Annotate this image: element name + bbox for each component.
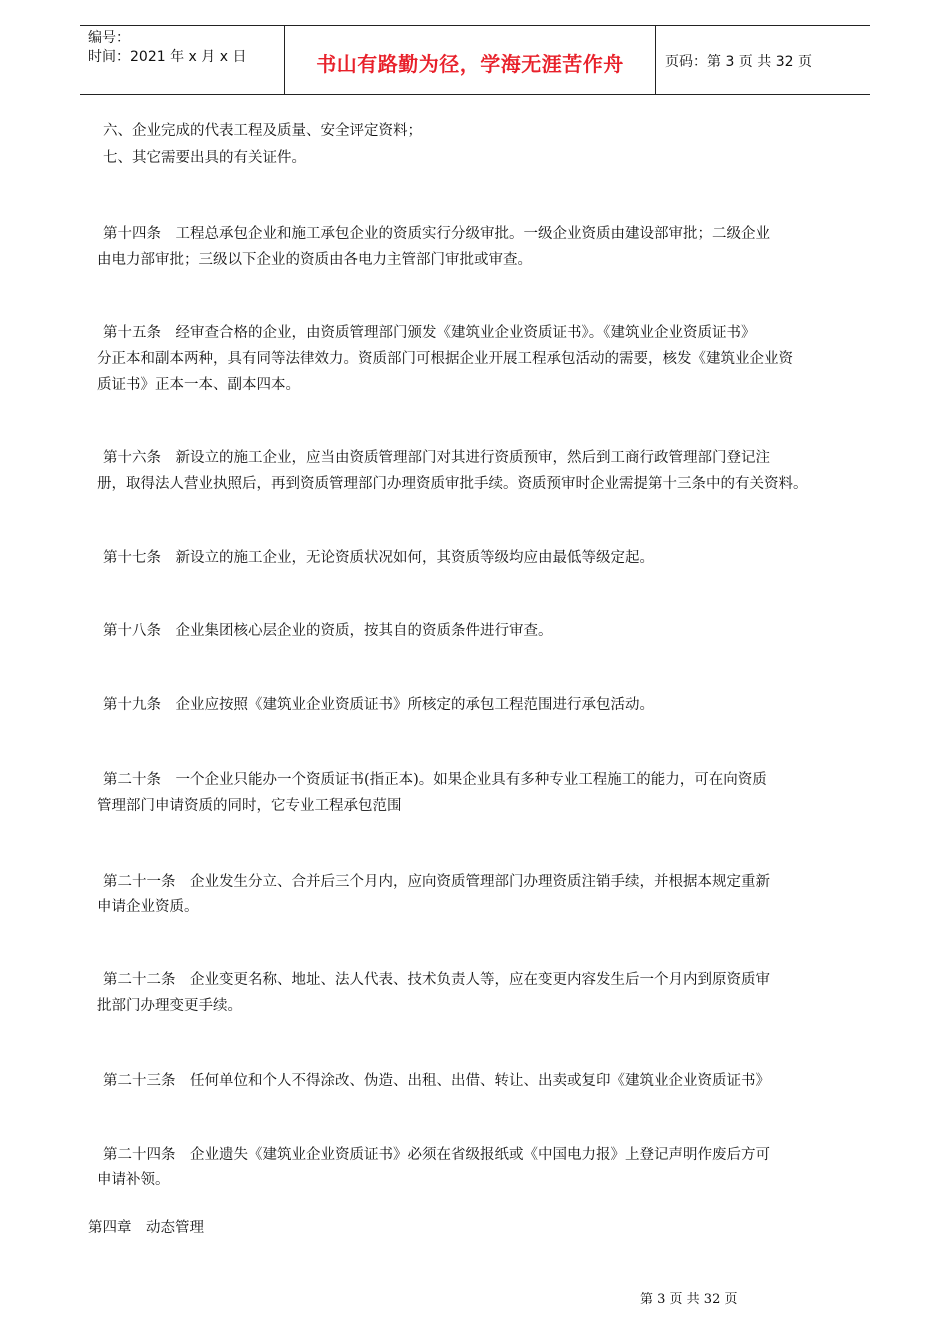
document-date-label: 时间：2021 年 x 月 x 日	[88, 49, 247, 65]
article-23: 第二十三条 任何单位和个人不得涂改、伪造、出租、出借、转让、出卖或复印《建筑业企业资质证书》	[103, 1073, 770, 1089]
list-item-6: 六、企业完成的代表工程及质量、安全评定资料；	[103, 123, 422, 139]
article-24-line-2: 申请补领。	[97, 1172, 170, 1188]
header-motto-cell	[284, 26, 656, 94]
list-item-7: 七、其它需要出具的有关证件。	[103, 150, 306, 166]
article-16-line-2: 册，取得法人营业执照后，再到资质管理部门办理资质审批手续。资质预审时企业需提第十三条中的有关资料。	[97, 476, 808, 492]
article-14-line-2: 由电力部审批；三级以下企业的资质由各电力主管部门审批或审查。	[97, 252, 532, 268]
page-header	[80, 25, 870, 95]
article-15-line-2: 分正本和副本两种，具有同等法律效力。资质部门可根据企业开展工程承包活动的需要，核发《建筑业企业资	[97, 351, 793, 367]
article-24-line-1: 第二十四条 企业遗失《建筑业企业资质证书》必须在省级报纸或《中国电力报》上登记声明作废后方可	[103, 1147, 770, 1163]
article-20-line-2: 管理部门申请资质的同时，它专业工程承包范围	[97, 798, 402, 814]
article-21-line-2: 申请企业资质。	[97, 899, 199, 915]
article-15-line-3: 质证书》正本一本、副本四本。	[97, 377, 300, 393]
header-meta-cell	[80, 26, 284, 94]
header-page-cell	[655, 26, 870, 94]
article-18: 第十八条 企业集团核心层企业的资质，按其自的资质条件进行审查。	[103, 623, 553, 639]
article-16-line-1: 第十六条 新设立的施工企业，应当由资质管理部门对其进行资质预审，然后到工商行政管理部门登记注	[103, 450, 770, 466]
document-number-label: 编号：	[88, 30, 130, 46]
header-motto: 书山有路勤为径，学海无涯苦作舟	[316, 52, 624, 76]
article-20-line-1: 第二十条 一个企业只能办一个资质证书(指正本)。如果企业具有多种专业工程施工的能力，可在向资质	[103, 772, 767, 788]
article-15-line-1: 第十五条 经审查合格的企业，由资质管理部门颁发《建筑业企业资质证书》。《建筑业企业资质证书》	[103, 325, 756, 341]
article-14-line-1: 第十四条 工程总承包企业和施工承包企业的资质实行分级审批。一级企业资质由建设部审批；二级企业	[103, 226, 770, 242]
article-21-line-1: 第二十一条 企业发生分立、合并后三个月内，应向资质管理部门办理资质注销手续，并根据本规定重新	[103, 874, 770, 890]
article-19: 第十九条 企业应按照《建筑业企业资质证书》所核定的承包工程范围进行承包活动。	[103, 697, 654, 713]
article-17: 第十七条 新设立的施工企业，无论资质状况如何，其资质等级均应由最低等级定起。	[103, 550, 654, 566]
header-page-info: 页码：第 3 页 共 32 页	[665, 54, 812, 70]
article-22-line-1: 第二十二条 企业变更名称、地址、法人代表、技术负责人等，应在变更内容发生后一个月内到原资质审	[103, 972, 770, 988]
article-22-line-2: 批部门办理变更手续。	[97, 998, 242, 1014]
chapter-4-heading: 第四章 动态管理	[88, 1220, 204, 1236]
page-footer: 第 3 页 共 32 页	[640, 1292, 738, 1307]
